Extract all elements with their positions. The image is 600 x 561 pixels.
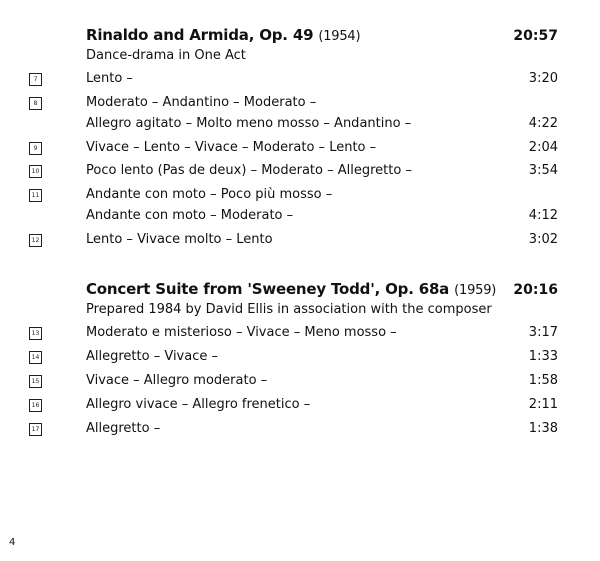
track-movement-line: Lento – [86,71,133,86]
track-duration: 3:17 [528,325,558,340]
track-duration: 3:20 [528,71,558,86]
track-movement-line: Lento – Vivace molto – Lento [86,232,273,247]
track-movement-line: Poco lento (Pas de deux) – Moderato – Allegretto – [86,163,412,178]
work-total-duration: 20:57 [513,28,558,44]
work-title [86,280,496,298]
track-duration: 4:22 [528,116,558,131]
track-number-badge: 10 [29,165,42,178]
track-number-badge: 14 [29,351,42,364]
work-title-text: Concert Suite from 'Sweeney Todd', Op. 68a [86,280,450,298]
track-number-badge: 8 [29,97,42,110]
track-movement-line: Allegretto – [86,421,161,436]
track-duration: 2:04 [528,140,558,155]
track-duration: 3:02 [528,232,558,247]
track-number-badge: 17 [29,423,42,436]
track-movement-line: Moderato e misterioso – Vivace – Meno mosso – [86,325,397,340]
work-title-text: Rinaldo and Armida, Op. 49 [86,26,314,44]
track-number-badge: 13 [29,327,42,340]
work-subtitle: Prepared 1984 by David Ellis in association with the composer [86,302,492,317]
page-number: 4 [9,537,16,548]
track-number-badge: 12 [29,234,42,247]
track-movement-line: Moderato – Andantino – Moderato – [86,95,317,110]
track-duration: 1:33 [528,349,558,364]
track-number-badge: 15 [29,375,42,388]
work-total-duration: 20:16 [513,282,558,298]
track-number-badge: 16 [29,399,42,412]
track-movement-line: Allegro vivace – Allegro frenetico – [86,397,311,412]
track-duration: 4:12 [528,208,558,223]
track-duration: 2:11 [528,397,558,412]
work-subtitle: Dance-drama in One Act [86,48,246,63]
track-number-badge: 7 [29,73,42,86]
track-number-badge: 11 [29,189,42,202]
work-year: (1954) [318,29,361,44]
work-year: (1959) [454,283,497,298]
track-movement-line: Andante con moto – Poco più mosso – [86,187,333,202]
work-title [86,26,360,44]
track-movement-line: Vivace – Lento – Vivace – Moderato – Lento – [86,140,377,155]
track-duration: 1:58 [528,373,558,388]
track-movement-line: Allegretto – Vivace – [86,349,218,364]
track-movement-line: Andante con moto – Moderato – [86,208,294,223]
track-duration: 1:38 [528,421,558,436]
track-number-badge: 9 [29,142,42,155]
track-movement-line: Allegro agitato – Molto meno mosso – Andantino – [86,116,412,131]
track-movement-line: Vivace – Allegro moderato – [86,373,268,388]
track-duration: 3:54 [528,163,558,178]
